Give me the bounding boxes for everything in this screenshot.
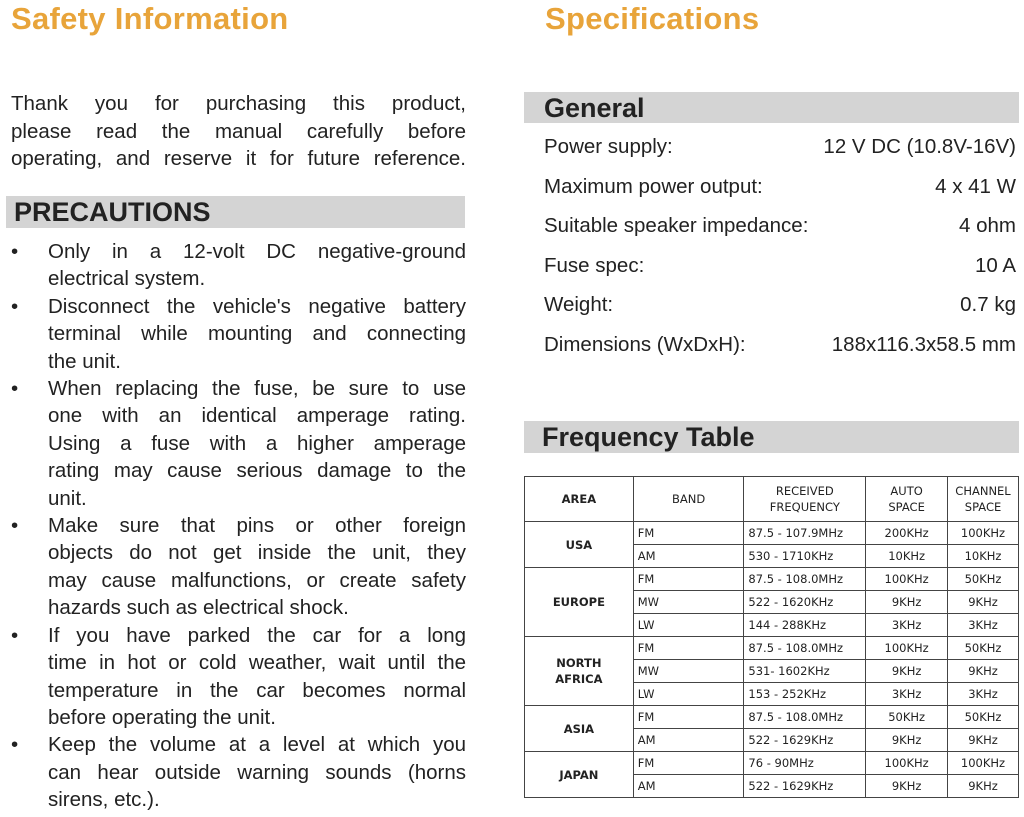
intro-line: operating, and reserve it for future reference. bbox=[11, 147, 466, 170]
auto-space-cell: 100KHz bbox=[866, 637, 948, 660]
channel-space-cell: 9KHz bbox=[948, 660, 1019, 683]
intro-paragraph bbox=[11, 90, 466, 173]
band-cell: LW bbox=[633, 614, 744, 637]
band-cell: FM bbox=[633, 568, 744, 591]
general-heading: General bbox=[524, 92, 1019, 123]
spec-row bbox=[544, 285, 1016, 325]
channel-space-cell: 100KHz bbox=[948, 752, 1019, 775]
bullet-marker: • bbox=[11, 240, 19, 263]
channel-space-cell: 9KHz bbox=[948, 775, 1019, 798]
safety-information-title: Safety Information bbox=[11, 1, 289, 36]
area-name: EUROPE bbox=[552, 595, 605, 609]
channel-space-cell: 100KHz bbox=[948, 522, 1019, 545]
precaution-line: terminal while mounting and connecting bbox=[48, 322, 466, 346]
general-specs bbox=[544, 127, 1016, 365]
channel-space-cell: 3KHz bbox=[948, 683, 1019, 706]
precaution-line: one with an identical amperage rating. bbox=[48, 404, 466, 428]
received-frequency-cell: 87.5 - 108.0MHz bbox=[744, 637, 866, 660]
area-cell bbox=[525, 522, 634, 568]
received-frequency-cell: 153 - 252KHz bbox=[744, 683, 866, 706]
header-channel-space bbox=[948, 477, 1019, 522]
precaution-line: temperature in the car becomes normal bbox=[48, 678, 466, 702]
precaution-line: Make sure that pins or other foreign bbox=[48, 514, 466, 538]
spec-value: 12 V DC (10.8V-16V) bbox=[823, 135, 1016, 158]
auto-space-cell: 100KHz bbox=[866, 568, 948, 591]
auto-space-cell: 3KHz bbox=[866, 614, 948, 637]
received-frequency-cell: 87.5 - 107.9MHz bbox=[744, 522, 866, 545]
band-cell: FM bbox=[633, 706, 744, 729]
area-name: AFRICA bbox=[555, 672, 603, 686]
header-band: BAND bbox=[633, 477, 744, 522]
intro-line: please read the manual carefully before bbox=[11, 119, 466, 143]
bullet-marker: • bbox=[11, 514, 19, 538]
channel-space-cell: 50KHz bbox=[948, 637, 1019, 660]
specifications-title: Specifications bbox=[545, 1, 760, 36]
spec-row bbox=[544, 127, 1016, 167]
area-cell bbox=[525, 637, 634, 706]
table-row bbox=[525, 637, 1019, 660]
precaution-line: before operating the unit. bbox=[48, 705, 276, 729]
area-name: USA bbox=[565, 537, 593, 552]
header-space-line: SPACE bbox=[964, 500, 1002, 514]
auto-space-cell: 200KHz bbox=[866, 522, 948, 545]
bullet-marker: • bbox=[11, 294, 19, 318]
bullet-marker: • bbox=[11, 377, 19, 401]
spec-label: Weight: bbox=[544, 293, 614, 317]
spec-value: 0.7 kg bbox=[960, 293, 1016, 317]
spec-row bbox=[544, 325, 1016, 365]
area-cell bbox=[525, 568, 634, 637]
auto-space-cell: 10KHz bbox=[866, 545, 948, 568]
precaution-line: hazards such as electrical shock. bbox=[48, 596, 349, 620]
spec-row bbox=[544, 246, 1016, 286]
precaution-line: may cause malfunctions, or create safety bbox=[48, 568, 466, 592]
band-cell: FM bbox=[633, 752, 744, 775]
spec-label: Fuse spec: bbox=[544, 253, 645, 277]
area-name: ASIA bbox=[563, 721, 595, 736]
table-row bbox=[525, 706, 1019, 729]
band-cell: FM bbox=[633, 522, 744, 545]
header-received-line: RECEIVED bbox=[775, 484, 834, 498]
received-frequency-cell: 531- 1602KHz bbox=[744, 660, 866, 683]
received-frequency-cell: 522 - 1629KHz bbox=[744, 729, 866, 752]
band-cell: LW bbox=[633, 683, 744, 706]
band-cell: FM bbox=[633, 637, 744, 660]
precaution-line: unit. bbox=[48, 486, 87, 510]
auto-space-cell: 9KHz bbox=[866, 660, 948, 683]
precaution-line: can hear outside warning sounds (horns bbox=[48, 760, 466, 784]
spec-value: 4 x 41 W bbox=[935, 174, 1016, 198]
precaution-item bbox=[11, 731, 466, 813]
spec-value: 4 ohm bbox=[959, 214, 1016, 238]
received-frequency-cell: 522 - 1629KHz bbox=[744, 775, 866, 798]
area-cell bbox=[525, 706, 634, 752]
channel-space-cell: 50KHz bbox=[948, 568, 1019, 591]
precaution-line: rating may cause serious damage to the bbox=[48, 459, 466, 483]
precaution-line: If you have parked the car for a long bbox=[48, 623, 466, 647]
precaution-line: Keep the volume at a level at which you bbox=[48, 733, 466, 757]
header-area: AREA bbox=[525, 477, 634, 522]
precaution-line: Using a fuse with a higher amperage bbox=[48, 431, 466, 455]
precautions-list bbox=[11, 238, 466, 814]
precaution-line: objects do not get inside the unit, they bbox=[48, 541, 466, 565]
channel-space-cell: 50KHz bbox=[948, 706, 1019, 729]
precaution-line: When replacing the fuse, be sure to use bbox=[48, 377, 466, 401]
auto-space-cell: 50KHz bbox=[866, 706, 948, 729]
precaution-line: the unit. bbox=[48, 349, 121, 373]
auto-space-cell: 3KHz bbox=[866, 683, 948, 706]
precaution-line: electrical system. bbox=[48, 267, 206, 291]
header-auto-line: AUTO bbox=[890, 484, 923, 498]
spec-row bbox=[544, 206, 1016, 246]
precaution-item bbox=[11, 238, 466, 293]
header-received-frequency bbox=[744, 477, 866, 522]
channel-space-cell: 3KHz bbox=[948, 614, 1019, 637]
spec-value: 188x116.3x58.5 mm bbox=[831, 332, 1016, 356]
bullet-marker: • bbox=[11, 733, 19, 757]
precaution-line: time in hot or cold weather, wait until the bbox=[48, 651, 466, 675]
header-frequency-line: FREQUENCY bbox=[769, 500, 840, 514]
spec-label: Suitable speaker impedance: bbox=[544, 214, 809, 238]
received-frequency-cell: 144 - 288KHz bbox=[744, 614, 866, 637]
precaution-item bbox=[11, 512, 466, 622]
header-space-line: SPACE bbox=[888, 500, 925, 514]
header-auto-space bbox=[866, 477, 948, 522]
auto-space-cell: 9KHz bbox=[866, 729, 948, 752]
bullet-marker: • bbox=[11, 623, 19, 647]
area-name: NORTH bbox=[556, 656, 602, 670]
precaution-item bbox=[11, 622, 466, 732]
area-cell bbox=[525, 752, 634, 798]
spec-value: 10 A bbox=[974, 253, 1016, 277]
spec-label: Maximum power output: bbox=[544, 174, 763, 198]
precautions-heading: PRECAUTIONS bbox=[6, 196, 465, 228]
auto-space-cell: 9KHz bbox=[866, 591, 948, 614]
precaution-line: Only in a 12-volt DC negative-ground bbox=[48, 240, 466, 263]
table-row bbox=[525, 522, 1019, 545]
spec-label: Dimensions (WxDxH): bbox=[544, 332, 746, 356]
channel-space-cell: 9KHz bbox=[948, 591, 1019, 614]
frequency-table-header-row bbox=[525, 477, 1019, 522]
area-name: JAPAN bbox=[559, 767, 599, 782]
received-frequency-cell: 87.5 - 108.0MHz bbox=[744, 706, 866, 729]
band-cell: MW bbox=[633, 591, 744, 614]
received-frequency-cell: 87.5 - 108.0MHz bbox=[744, 568, 866, 591]
precaution-line: Disconnect the vehicle's negative battery bbox=[48, 294, 466, 318]
table-row bbox=[525, 568, 1019, 591]
band-cell: AM bbox=[633, 775, 744, 798]
band-cell: AM bbox=[633, 729, 744, 752]
header-channel-line: CHANNEL bbox=[955, 484, 1011, 498]
channel-space-cell: 9KHz bbox=[948, 729, 1019, 752]
precaution-item bbox=[11, 293, 466, 375]
auto-space-cell: 100KHz bbox=[866, 752, 948, 775]
received-frequency-cell: 522 - 1620KHz bbox=[744, 591, 866, 614]
band-cell: MW bbox=[633, 660, 744, 683]
spec-row bbox=[544, 167, 1016, 207]
frequency-table-body bbox=[525, 522, 1019, 798]
intro-line: Thank you for purchasing this product, bbox=[11, 92, 466, 115]
table-row bbox=[525, 752, 1019, 775]
precaution-line: sirens, etc.). bbox=[48, 788, 160, 812]
spec-label: Power supply: bbox=[544, 135, 673, 158]
channel-space-cell: 10KHz bbox=[948, 545, 1019, 568]
band-cell: AM bbox=[633, 545, 744, 568]
received-frequency-cell: 76 - 90MHz bbox=[744, 752, 866, 775]
frequency-table-heading: Frequency Table bbox=[524, 421, 1019, 453]
precaution-item bbox=[11, 375, 466, 512]
frequency-table bbox=[524, 476, 1019, 798]
received-frequency-cell: 530 - 1710KHz bbox=[744, 545, 866, 568]
auto-space-cell: 9KHz bbox=[866, 775, 948, 798]
